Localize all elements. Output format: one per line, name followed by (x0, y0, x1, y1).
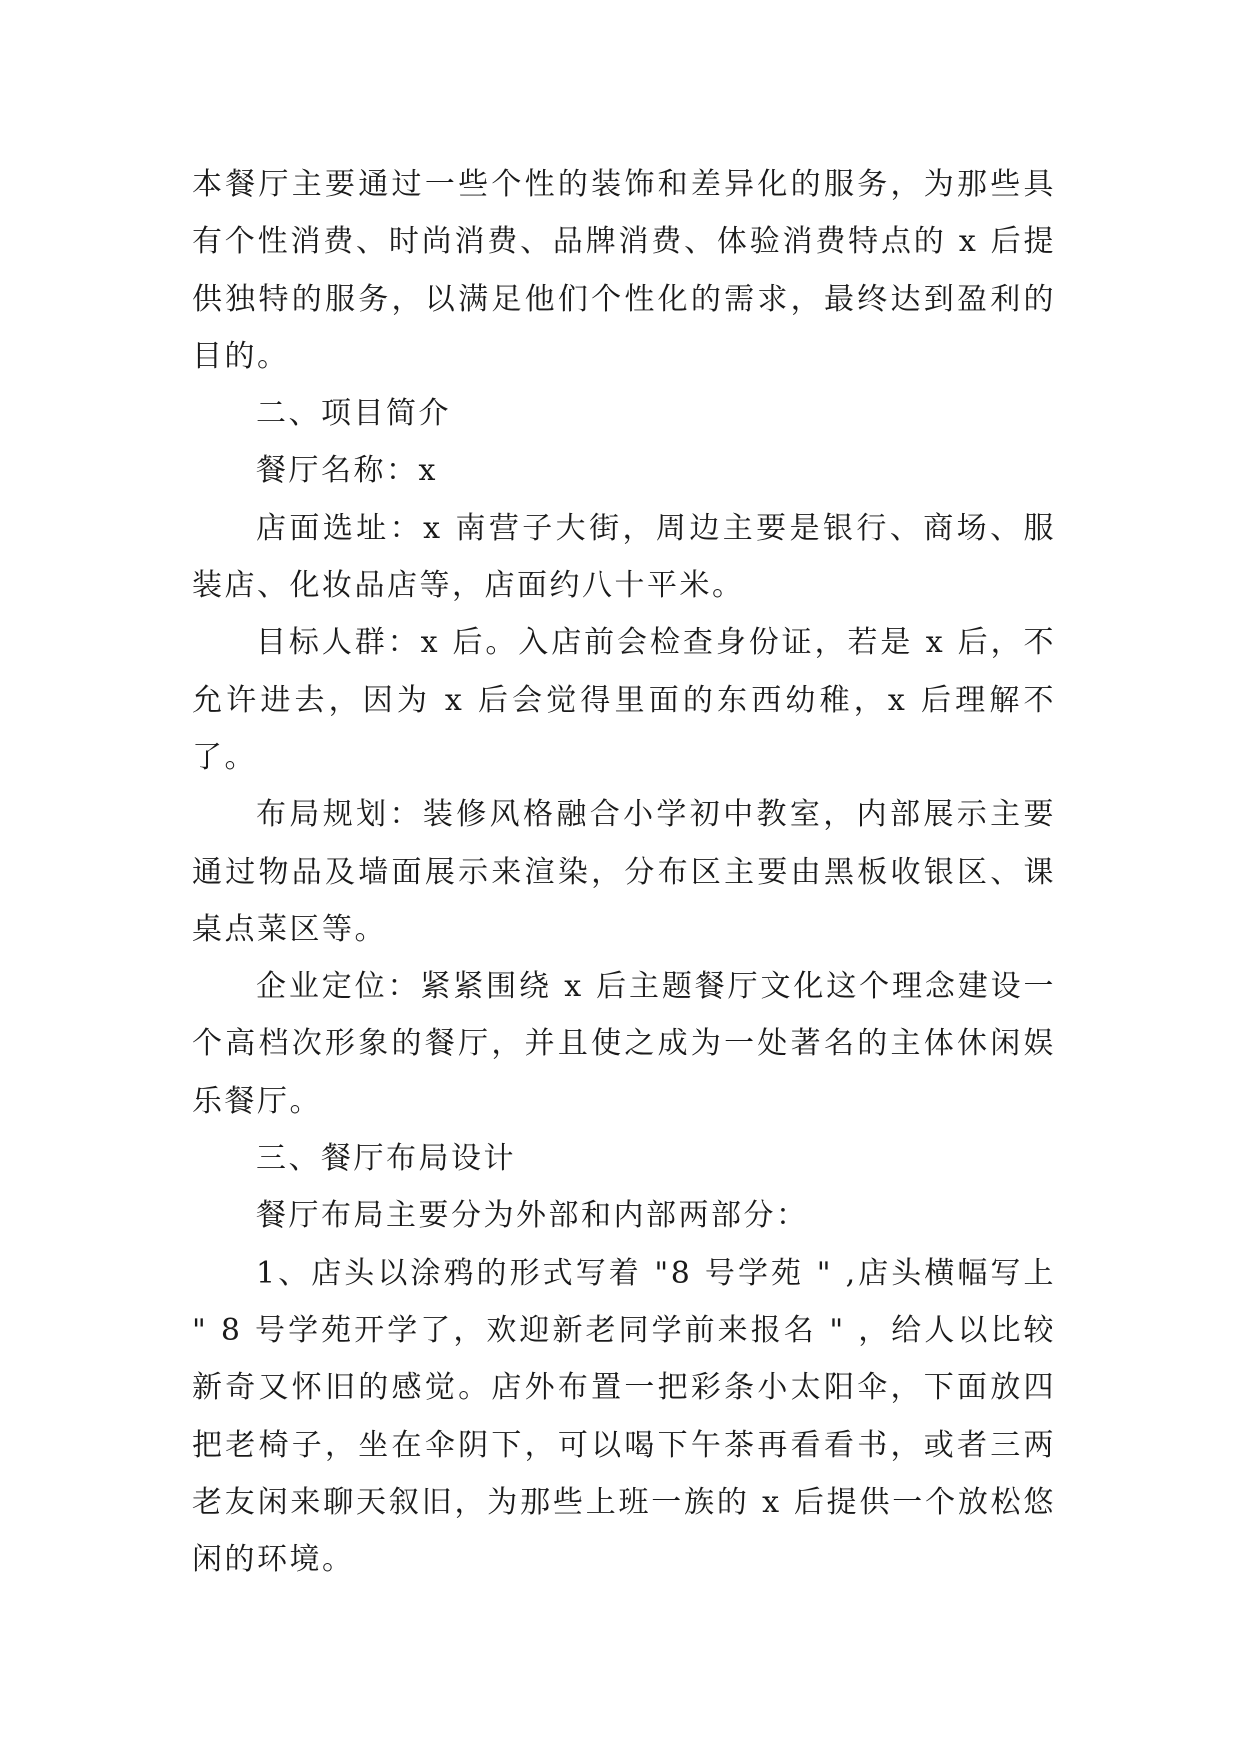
intro-paragraph: 本餐厅主要通过一些个性的装饰和差异化的服务，为那些具有个性消费、时尚消费、品牌消费、体验消费特点的 x 后提供独特的服务，以满足他们个性化的需求，最终达到盈利的目的。 (192, 167, 1056, 374)
document-body (192, 156, 1056, 1588)
restaurant-name-paragraph: 餐厅名称：x (256, 453, 438, 489)
layout-planning-paragraph: 布局规划：装修风格融合小学初中教室，内部展示主要通过物品及墙面展示来渲染，分布区主要由黑板收银区、课桌点菜区等。 (192, 797, 1056, 947)
storefront-paragraph: 1、店头以涂鸦的形式写着 "8 号学苑 " ,店头横幅写上 " 8 号学苑开学了，欢迎新老同学前来报名 " ，给人以比较新奇又怀旧的感觉。店外布置一把彩条小太阳伞，下面放四把老椅子，坐在伞阴下，可以喝下午茶再看看书，或者三两老友闲来聊天叙旧，为那些上班一族的 x 后提供一个放松悠闲的环境。 (192, 1255, 1056, 1578)
section-heading-project-intro: 二、项目简介 (256, 396, 451, 432)
target-audience-paragraph: 目标人群：x 后。入店前会检查身份证，若是 x 后，不允许进去，因为 x 后会觉得里面的东西幼稚，x 后理解不了。 (192, 625, 1056, 775)
layout-overview-paragraph: 餐厅布局主要分为外部和内部两部分： (256, 1198, 809, 1234)
location-paragraph: 店面选址：x 南营子大街，周边主要是银行、商场、服装店、化妆品店等，店面约八十平米。 (192, 510, 1056, 604)
positioning-paragraph: 企业定位：紧紧围绕 x 后主题餐厅文化这个理念建设一个高档次形象的餐厅，并且使之成为一处著名的主体休闲娱乐餐厅。 (192, 969, 1056, 1119)
section-heading-layout-design: 三、餐厅布局设计 (256, 1141, 516, 1177)
